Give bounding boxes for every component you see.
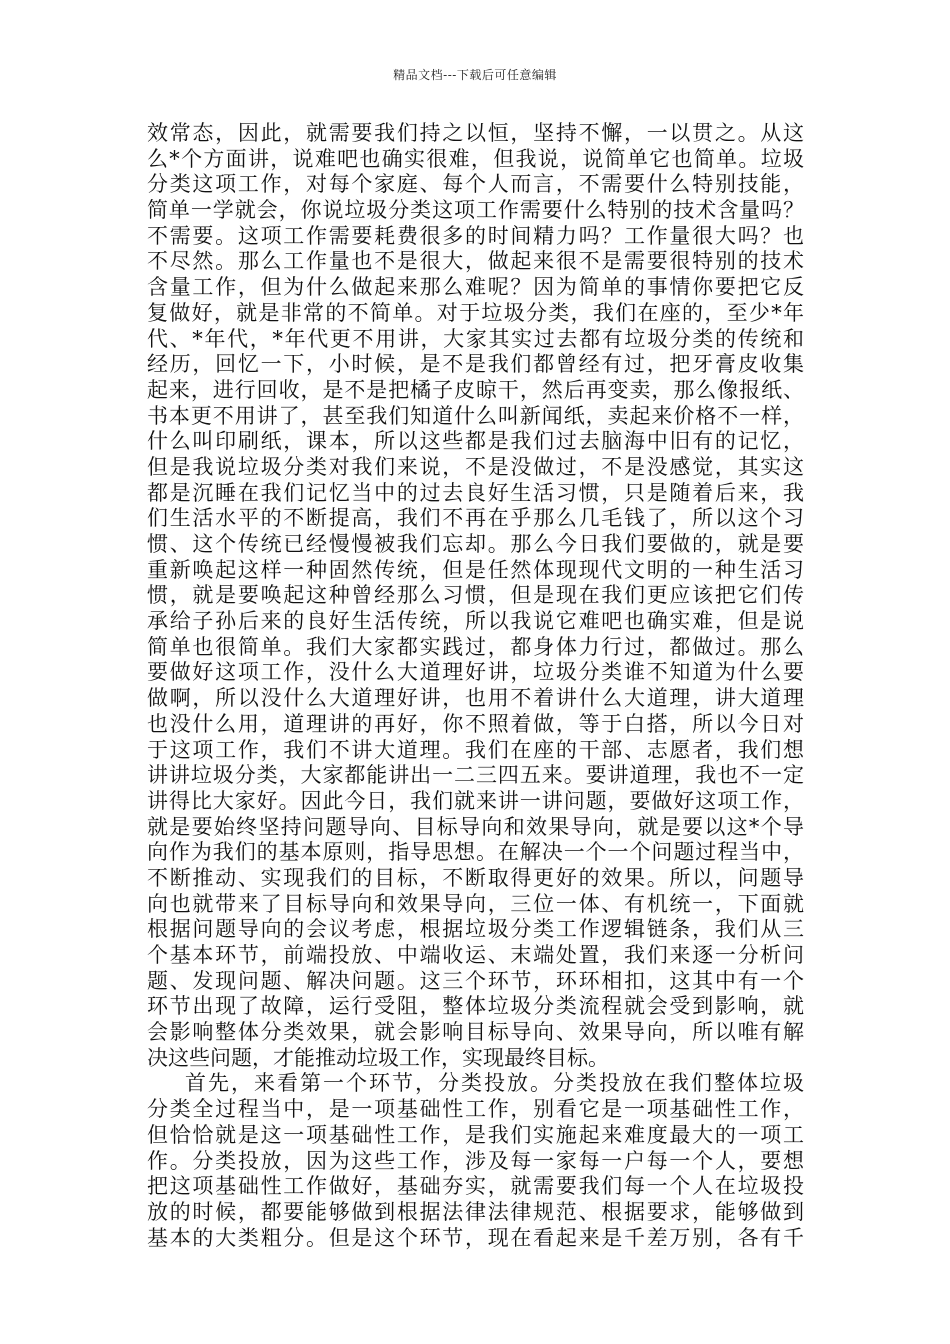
text-line: 都是沉睡在我们记忆当中的过去良好生活习惯，只是随着后来，我 xyxy=(147,480,804,505)
paragraph-first-line: 首先，来看第一个环节，分类投放。分类投放在我们整体垃圾 xyxy=(185,1071,804,1096)
paragraph-last-line: 决这些问题，才能推动垃圾工作，实现最终目标。 xyxy=(147,1045,609,1070)
text-line: 复做好，就是非常的不简单。对于垃圾分类，我们在座的，至少*年 xyxy=(147,300,804,325)
text-line: 经历，回忆一下，小时候，是不是我们都曾经有过，把牙膏皮收集 xyxy=(147,352,804,377)
text-line: 起来，进行回收，是不是把橘子皮晾干，然后再变卖，那么像报纸、 xyxy=(147,377,804,402)
text-line: 效常态，因此，就需要我们持之以恒，坚持不懈，一以贯之。从这 xyxy=(147,121,804,145)
text-line: 么*个方面讲，说难吧也确实很难，但我说，说简单它也简单。垃圾 xyxy=(147,146,804,171)
text-line: 做啊，所以没什么大道理好讲，也用不着讲什么大道理，讲大道理 xyxy=(147,686,804,711)
text-line: 讲讲垃圾分类，大家都能讲出一二三四五来。要讲道理，我也不一定 xyxy=(147,763,804,788)
text-line: 含量工作，但为什么做起来那么难呢？因为简单的事情你要把它反 xyxy=(147,275,804,300)
text-line: 要做好这项工作，没什么大道理好讲，垃圾分类谁不知道为什么要 xyxy=(147,660,804,685)
text-line: 书本更不用讲了，甚至我们知道什么叫新闻纸，卖起来价格不一样， xyxy=(147,403,804,428)
text-line: 会影响整体分类效果，就会影响目标导向、效果导向，所以唯有解 xyxy=(147,1020,804,1045)
text-line: 放的时候，都要能够做到根据法律法律规范、根据要求，能够做到 xyxy=(147,1199,804,1224)
text-line: 根据问题导向的会议考虑，根据垃圾分类工作逻辑链条，我们从三 xyxy=(147,917,804,942)
text-line: 惯，就是要唤起这种曾经那么习惯，但是现在我们更应该把它们传 xyxy=(147,583,804,608)
text-line: 但恰恰就是这一项基础性工作，是我们实施起来难度最大的一项工 xyxy=(147,1122,804,1147)
text-line: 就是要始终坚持问题导向、目标导向和效果导向，就是要以这*个导 xyxy=(147,814,804,839)
text-line: 惯、这个传统已经慢慢被我们忘却。那么今日我们要做的，就是要 xyxy=(147,532,804,556)
text-line: 什么叫印刷纸，课本，所以这些都是我们过去脑海中旧有的记忆， xyxy=(147,429,804,454)
text-line: 也没什么用，道理讲的再好，你不照着做，等于白搭，所以今日对 xyxy=(147,711,804,736)
text-line: 题、发现问题、解决问题。这三个环节，环环相扣，这其中有一个 xyxy=(147,968,804,993)
text-line: 向也就带来了目标导向和效果导向，三位一体、有机统一，下面就 xyxy=(147,891,804,916)
text-line: 不需要。这项工作需要耗费很多的时间精力吗？工作量很大吗？也 xyxy=(147,223,804,248)
text-line: 但是我说垃圾分类对我们来说，不是没做过，不是没感觉，其实这 xyxy=(147,454,804,479)
text-line: 们生活水平的不断提高，我们不再在乎那么几毛钱了，所以这个习 xyxy=(147,506,804,531)
text-line: 承给子孙后来的良好生活传统，所以我说它难吧也确实难，但是说 xyxy=(147,609,804,634)
body-text xyxy=(147,121,804,1251)
text-line: 环节出现了故障，运行受阻，整体垃圾分类流程就会受到影响，就 xyxy=(147,994,804,1019)
text-line: 不尽然。那么工作量也不是很大，做起来很不是需要很特别的技术 xyxy=(147,249,804,274)
text-line: 分类这项工作，对每个家庭、每个人而言，不需要什么特别技能， xyxy=(147,172,804,197)
text-line: 个基本环节，前端投放、中端收运、末端处置，我们来逐一分析问 xyxy=(147,943,804,967)
text-line: 简单一学就会，你说垃圾分类这项工作需要什么特别的技术含量吗？ xyxy=(147,198,804,223)
text-line: 向作为我们的基本原则，指导思想。在解决一个一个问题过程当中， xyxy=(147,840,804,865)
text-line: 简单也很简单。我们大家都实践过，都身体力行过，都做过。那么 xyxy=(147,634,804,659)
page-header: 精品文档---下载后可任意编辑 xyxy=(393,68,557,82)
text-line: 不断推动、实现我们的目标，不断取得更好的效果。所以，问题导 xyxy=(147,865,804,890)
text-line: 把这项基础性工作做好，基础夯实，就需要我们每一个人在垃圾投 xyxy=(147,1174,804,1199)
text-line: 作。分类投放，因为这些工作，涉及每一家每一户每一个人，要想 xyxy=(147,1148,804,1173)
text-line: 于这项工作，我们不讲大道理。我们在座的干部、志愿者，我们想 xyxy=(147,737,804,762)
text-line: 分类全过程当中，是一项基础性工作，别看它是一项基础性工作， xyxy=(147,1097,804,1122)
text-line: 讲得比大家好。因此今日，我们就来讲一讲问题，要做好这项工作， xyxy=(147,788,804,813)
text-line: 重新唤起这样一种固然传统，但是任然体现现代文明的一种生活习 xyxy=(147,557,804,582)
text-line: 代、*年代，*年代更不用讲，大家其实过去都有垃圾分类的传统和 xyxy=(147,326,804,351)
text-line: 基本的大类粗分。但是这个环节，现在看起来是千差万别，各有千 xyxy=(147,1225,804,1250)
